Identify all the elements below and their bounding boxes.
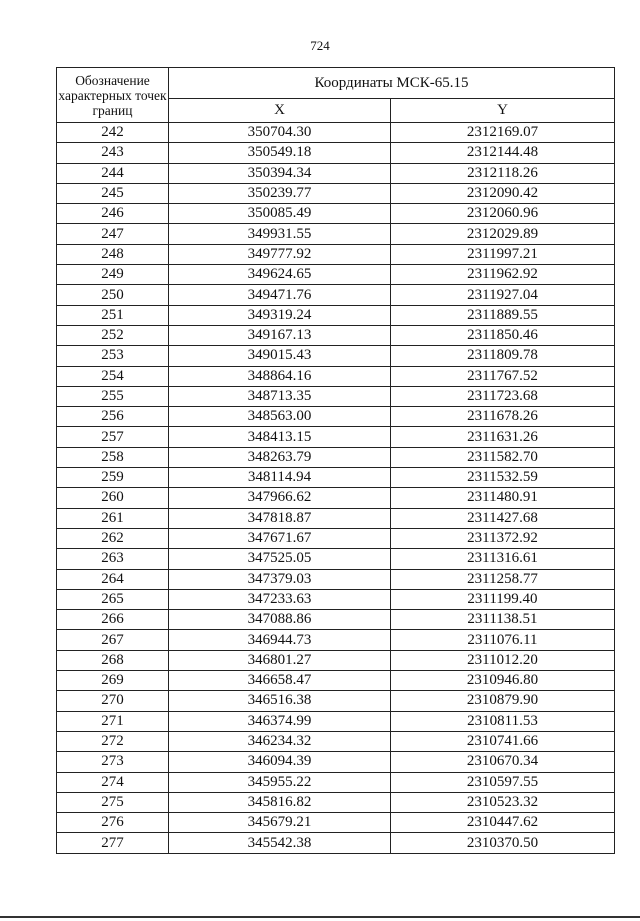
scan-edge-line xyxy=(0,916,640,918)
x-coordinate-cell: 346374.99 xyxy=(169,711,391,731)
y-coordinate-cell: 2312169.07 xyxy=(391,123,615,143)
table-row xyxy=(57,163,615,183)
point-cell: 267 xyxy=(57,630,169,650)
table-row xyxy=(57,752,615,772)
y-coordinate-cell: 2310370.50 xyxy=(391,833,615,853)
y-coordinate-cell: 2311767.52 xyxy=(391,366,615,386)
point-cell: 245 xyxy=(57,183,169,203)
y-coordinate-cell: 2311138.51 xyxy=(391,610,615,630)
y-coordinate-cell: 2310879.90 xyxy=(391,691,615,711)
y-coordinate-cell: 2311997.21 xyxy=(391,244,615,264)
point-cell: 252 xyxy=(57,325,169,345)
y-coordinate-cell: 2311631.26 xyxy=(391,427,615,447)
table-row xyxy=(57,772,615,792)
point-cell: 255 xyxy=(57,386,169,406)
x-coordinate-cell: 350085.49 xyxy=(169,204,391,224)
point-cell: 270 xyxy=(57,691,169,711)
point-cell: 266 xyxy=(57,610,169,630)
x-coordinate-cell: 348864.16 xyxy=(169,366,391,386)
y-coordinate-cell: 2311962.92 xyxy=(391,265,615,285)
y-coordinate-cell: 2310670.34 xyxy=(391,752,615,772)
point-cell: 251 xyxy=(57,305,169,325)
point-cell: 253 xyxy=(57,346,169,366)
y-coordinate-cell: 2311678.26 xyxy=(391,407,615,427)
point-cell: 249 xyxy=(57,265,169,285)
x-coordinate-cell: 349015.43 xyxy=(169,346,391,366)
page-number: 724 xyxy=(310,38,330,53)
point-cell: 268 xyxy=(57,650,169,670)
y-coordinate-cell: 2310447.62 xyxy=(391,813,615,833)
point-cell: 262 xyxy=(57,528,169,548)
table-row xyxy=(57,325,615,345)
y-coordinate-cell: 2311372.92 xyxy=(391,528,615,548)
x-coordinate-cell: 348114.94 xyxy=(169,468,391,488)
table-row xyxy=(57,407,615,427)
point-cell: 261 xyxy=(57,508,169,528)
x-coordinate-cell: 347088.86 xyxy=(169,610,391,630)
table-row xyxy=(57,528,615,548)
y-column-header: Y xyxy=(391,99,615,123)
y-coordinate-cell: 2311582.70 xyxy=(391,447,615,467)
point-cell: 243 xyxy=(57,143,169,163)
table-row xyxy=(57,224,615,244)
table-row xyxy=(57,183,615,203)
x-coordinate-cell: 350549.18 xyxy=(169,143,391,163)
x-coordinate-cell: 347966.62 xyxy=(169,488,391,508)
table-row xyxy=(57,833,615,853)
table-row xyxy=(57,305,615,325)
point-cell: 265 xyxy=(57,589,169,609)
point-cell: 254 xyxy=(57,366,169,386)
point-designation-header: Обозначение характерных точек границ xyxy=(57,68,169,123)
table-row xyxy=(57,589,615,609)
x-coordinate-cell: 345542.38 xyxy=(169,833,391,853)
x-coordinate-cell: 349624.65 xyxy=(169,265,391,285)
y-coordinate-cell: 2311809.78 xyxy=(391,346,615,366)
point-cell: 257 xyxy=(57,427,169,447)
point-cell: 242 xyxy=(57,123,169,143)
x-coordinate-cell: 348413.15 xyxy=(169,427,391,447)
x-coordinate-cell: 347525.05 xyxy=(169,549,391,569)
table-row xyxy=(57,813,615,833)
point-cell: 263 xyxy=(57,549,169,569)
table-header xyxy=(57,68,615,123)
y-coordinate-cell: 2310597.55 xyxy=(391,772,615,792)
x-coordinate-cell: 346658.47 xyxy=(169,671,391,691)
x-coordinate-cell: 346234.32 xyxy=(169,731,391,751)
coordinates-group-header: Координаты МСК-65.15 xyxy=(169,68,615,99)
point-cell: 264 xyxy=(57,569,169,589)
table-row xyxy=(57,549,615,569)
table-row xyxy=(57,671,615,691)
y-coordinate-cell: 2311199.40 xyxy=(391,589,615,609)
x-coordinate-cell: 349319.24 xyxy=(169,305,391,325)
y-coordinate-cell: 2311316.61 xyxy=(391,549,615,569)
x-coordinate-cell: 346094.39 xyxy=(169,752,391,772)
x-coordinate-cell: 348263.79 xyxy=(169,447,391,467)
x-coordinate-cell: 347233.63 xyxy=(169,589,391,609)
y-coordinate-cell: 2311850.46 xyxy=(391,325,615,345)
table-row xyxy=(57,569,615,589)
point-cell: 250 xyxy=(57,285,169,305)
point-cell: 269 xyxy=(57,671,169,691)
y-coordinate-cell: 2310811.53 xyxy=(391,711,615,731)
point-cell: 246 xyxy=(57,204,169,224)
x-coordinate-cell: 345955.22 xyxy=(169,772,391,792)
y-coordinate-cell: 2311889.55 xyxy=(391,305,615,325)
point-cell: 256 xyxy=(57,407,169,427)
x-coordinate-cell: 346944.73 xyxy=(169,630,391,650)
y-coordinate-cell: 2310946.80 xyxy=(391,671,615,691)
x-coordinate-cell: 350704.30 xyxy=(169,123,391,143)
table-row xyxy=(57,447,615,467)
point-cell: 274 xyxy=(57,772,169,792)
table-body xyxy=(57,123,615,854)
x-coordinate-cell: 345816.82 xyxy=(169,792,391,812)
y-coordinate-cell: 2311076.11 xyxy=(391,630,615,650)
table-row xyxy=(57,731,615,751)
table-row xyxy=(57,488,615,508)
point-cell: 271 xyxy=(57,711,169,731)
table-row xyxy=(57,630,615,650)
y-coordinate-cell: 2311480.91 xyxy=(391,488,615,508)
point-cell: 277 xyxy=(57,833,169,853)
point-cell: 272 xyxy=(57,731,169,751)
x-coordinate-cell: 347379.03 xyxy=(169,569,391,589)
point-cell: 259 xyxy=(57,468,169,488)
x-coordinate-cell: 350239.77 xyxy=(169,183,391,203)
x-coordinate-cell: 346801.27 xyxy=(169,650,391,670)
point-cell: 247 xyxy=(57,224,169,244)
point-cell: 248 xyxy=(57,244,169,264)
table-row xyxy=(57,468,615,488)
y-coordinate-cell: 2310523.32 xyxy=(391,792,615,812)
y-coordinate-cell: 2312029.89 xyxy=(391,224,615,244)
x-coordinate-cell: 348713.35 xyxy=(169,386,391,406)
y-coordinate-cell: 2311532.59 xyxy=(391,468,615,488)
table-row xyxy=(57,792,615,812)
table-row xyxy=(57,386,615,406)
table-row xyxy=(57,204,615,224)
table-row xyxy=(57,711,615,731)
table-row xyxy=(57,346,615,366)
point-cell: 258 xyxy=(57,447,169,467)
table-row xyxy=(57,691,615,711)
x-coordinate-cell: 345679.21 xyxy=(169,813,391,833)
table-row xyxy=(57,143,615,163)
table-row xyxy=(57,123,615,143)
x-coordinate-cell: 349471.76 xyxy=(169,285,391,305)
y-coordinate-cell: 2312118.26 xyxy=(391,163,615,183)
y-coordinate-cell: 2312090.42 xyxy=(391,183,615,203)
x-coordinate-cell: 349931.55 xyxy=(169,224,391,244)
table-row xyxy=(57,285,615,305)
table-row xyxy=(57,244,615,264)
table-row xyxy=(57,650,615,670)
x-coordinate-cell: 347671.67 xyxy=(169,528,391,548)
table-row xyxy=(57,610,615,630)
point-cell: 276 xyxy=(57,813,169,833)
table-row xyxy=(57,265,615,285)
y-coordinate-cell: 2310741.66 xyxy=(391,731,615,751)
y-coordinate-cell: 2311427.68 xyxy=(391,508,615,528)
y-coordinate-cell: 2312060.96 xyxy=(391,204,615,224)
y-coordinate-cell: 2311927.04 xyxy=(391,285,615,305)
y-coordinate-cell: 2311258.77 xyxy=(391,569,615,589)
y-coordinate-cell: 2311723.68 xyxy=(391,386,615,406)
x-coordinate-cell: 349777.92 xyxy=(169,244,391,264)
x-coordinate-cell: 347818.87 xyxy=(169,508,391,528)
x-coordinate-cell: 348563.00 xyxy=(169,407,391,427)
point-cell: 260 xyxy=(57,488,169,508)
point-cell: 244 xyxy=(57,163,169,183)
x-coordinate-cell: 349167.13 xyxy=(169,325,391,345)
table-row xyxy=(57,366,615,386)
x-coordinate-cell: 346516.38 xyxy=(169,691,391,711)
table-row xyxy=(57,508,615,528)
table-row xyxy=(57,427,615,447)
x-coordinate-cell: 350394.34 xyxy=(169,163,391,183)
point-cell: 273 xyxy=(57,752,169,772)
y-coordinate-cell: 2312144.48 xyxy=(391,143,615,163)
x-column-header: X xyxy=(169,99,391,123)
y-coordinate-cell: 2311012.20 xyxy=(391,650,615,670)
point-cell: 275 xyxy=(57,792,169,812)
coordinates-table xyxy=(56,67,615,854)
